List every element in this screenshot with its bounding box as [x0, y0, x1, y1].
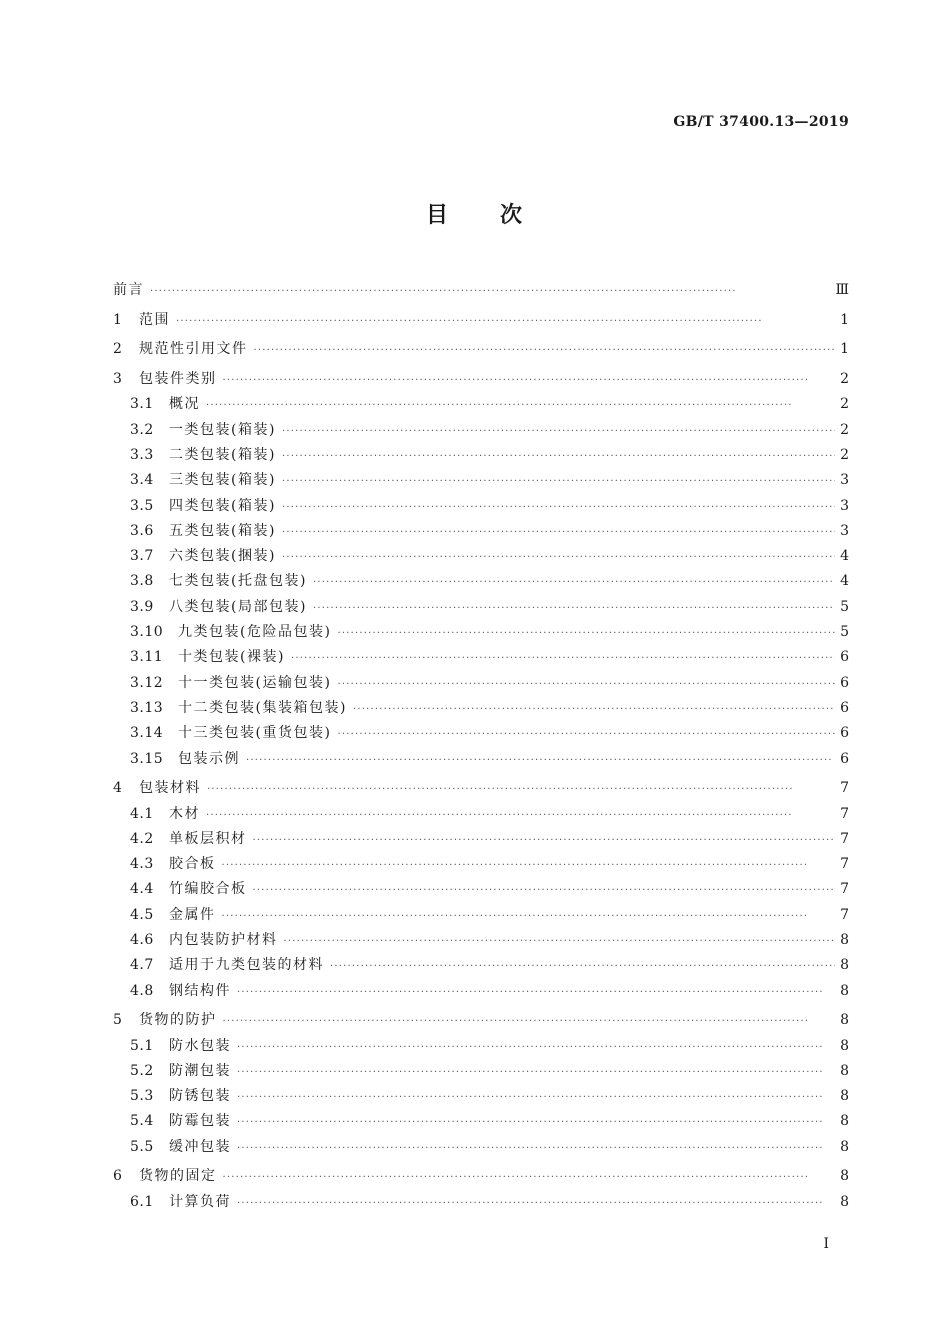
toc-dot-leader [222, 904, 836, 929]
toc-entry-label: 缓冲包装 [169, 1138, 231, 1155]
toc-entry[interactable] [113, 1190, 849, 1215]
toc-entry-label: 前言 [113, 282, 144, 298]
toc-entry-number: 1 [113, 311, 123, 328]
toc-entry-page: 8 [840, 931, 849, 948]
toc-entry[interactable] [113, 337, 849, 362]
toc-entry-label: 木材 [169, 805, 200, 822]
toc-entry[interactable] [113, 721, 849, 746]
toc-entry-page: 6 [840, 699, 849, 716]
toc-entry-page: 1 [840, 341, 849, 358]
toc-entry[interactable] [113, 519, 849, 544]
toc-entry[interactable] [113, 953, 849, 978]
toc-entry[interactable] [113, 494, 849, 519]
toc-entry-number: 5.5 [130, 1138, 154, 1155]
table-of-contents [113, 278, 849, 1215]
toc-dot-leader [206, 393, 835, 418]
toc-dot-leader [284, 929, 836, 954]
toc-entry-number: 3.13 [130, 699, 164, 716]
toc-entry[interactable] [113, 367, 849, 392]
toc-entry-number: 3.11 [130, 649, 164, 666]
toc-entry-label: 防霉包装 [169, 1113, 231, 1130]
toc-entry-number: 4.6 [130, 931, 154, 948]
toc-entry-label: 十一类包装(运输包装) [178, 674, 332, 691]
toc-entry-number: 4.5 [130, 906, 154, 923]
toc-entry[interactable] [113, 278, 849, 303]
toc-entry[interactable] [113, 569, 849, 594]
toc-dot-leader [237, 980, 835, 1005]
toc-entry-label: 五类包装(箱装) [169, 522, 276, 539]
toc-entry-number: 3.14 [130, 725, 164, 742]
toc-entry-number: 4.3 [130, 856, 154, 873]
title-char-1: 目 [425, 202, 450, 228]
toc-entry-page: 8 [840, 1088, 849, 1105]
toc-entry-label: 六类包装(捆装) [169, 548, 276, 565]
toc-dot-leader [313, 570, 835, 595]
toc-entry[interactable] [113, 620, 849, 645]
toc-entry-number: 4.7 [130, 957, 154, 974]
toc-entry-page: 8 [840, 1193, 849, 1210]
toc-entry-page: 2 [840, 371, 849, 388]
toc-entry-page: 3 [840, 497, 849, 514]
toc-dot-leader [176, 309, 835, 334]
toc-entry[interactable] [113, 1084, 849, 1109]
toc-entry-label: 规范性引用文件 [139, 341, 248, 358]
toc-entry-page: Ⅲ [835, 282, 849, 298]
toc-entry-label: 八类包装(局部包装) [169, 598, 307, 615]
toc-dot-leader [282, 444, 835, 469]
toc-entry-page: 8 [840, 1062, 849, 1079]
toc-entry-label: 钢结构件 [169, 982, 231, 999]
toc-entry-page: 2 [840, 396, 849, 413]
toc-entry[interactable] [113, 802, 849, 827]
toc-dot-leader [282, 520, 835, 545]
toc-entry-page: 1 [840, 311, 849, 328]
toc-entry-label: 十三类包装(重货包装) [178, 725, 332, 742]
toc-entry-number: 3.7 [130, 548, 154, 565]
toc-entry-page: 2 [840, 446, 849, 463]
toc-entry-label: 计算负荷 [169, 1193, 231, 1210]
toc-entry[interactable] [113, 696, 849, 721]
toc-entry-page: 8 [840, 1113, 849, 1130]
toc-entry-number: 3.4 [130, 472, 154, 489]
toc-entry-page: 7 [840, 856, 849, 873]
toc-dot-leader [254, 338, 836, 363]
toc-entry-page: 6 [840, 725, 849, 742]
toc-entry-label: 单板层积材 [169, 830, 247, 847]
toc-entry-page: 8 [840, 1012, 849, 1029]
toc-entry[interactable] [113, 671, 849, 696]
toc-entry-page: 8 [840, 1138, 849, 1155]
toc-entry-label: 竹编胶合板 [169, 881, 247, 898]
toc-entry-number: 4.8 [130, 982, 154, 999]
toc-dot-leader [222, 853, 836, 878]
toc-entry-number: 3.5 [130, 497, 154, 514]
toc-entry-label: 二类包装(箱装) [169, 446, 276, 463]
toc-entry[interactable] [113, 308, 849, 333]
toc-entry-number: 2 [113, 341, 123, 358]
toc-entry-number: 4 [113, 780, 123, 797]
standard-code: GB/T 37400.13—2019 [673, 114, 849, 130]
toc-dot-leader [150, 279, 831, 304]
toc-entry-number: 3.12 [130, 674, 164, 691]
toc-entry-page: 8 [840, 1037, 849, 1054]
toc-dot-leader [282, 419, 835, 444]
toc-dot-leader [206, 803, 835, 828]
toc-entry[interactable] [113, 443, 849, 468]
toc-dot-leader [337, 672, 835, 697]
toc-entry-page: 7 [840, 906, 849, 923]
toc-entry-label: 九类包装(危险品包装) [178, 624, 332, 641]
toc-entry-number: 6 [113, 1168, 123, 1185]
toc-entry-label: 范围 [139, 311, 170, 328]
toc-dot-leader [207, 777, 835, 802]
toc-entry-page: 6 [840, 750, 849, 767]
toc-dot-leader [237, 1191, 835, 1216]
toc-entry-number: 3.9 [130, 598, 154, 615]
toc-entry-page: 2 [840, 421, 849, 438]
toc-entry[interactable] [113, 645, 849, 670]
toc-entry-label: 概况 [169, 396, 200, 413]
toc-entry[interactable] [113, 1008, 849, 1033]
toc-entry[interactable] [113, 544, 849, 569]
toc-entry[interactable] [113, 877, 849, 902]
toc-entry[interactable] [113, 1164, 849, 1189]
toc-entry-number: 5.1 [130, 1037, 154, 1054]
toc-dot-leader [337, 621, 835, 646]
toc-entry-page: 7 [840, 830, 849, 847]
toc-dot-leader [223, 368, 836, 393]
toc-entry-number: 4.4 [130, 881, 154, 898]
toc-entry-number: 3.3 [130, 446, 154, 463]
toc-entry-number: 5.2 [130, 1062, 154, 1079]
toc-entry-page: 3 [840, 472, 849, 489]
toc-dot-leader [330, 954, 835, 979]
page-title [0, 198, 950, 229]
toc-entry-number: 3.6 [130, 522, 154, 539]
toc-entry-number: 6.1 [130, 1193, 154, 1210]
toc-entry-label: 七类包装(托盘包装) [169, 573, 307, 590]
toc-entry-page: 8 [840, 982, 849, 999]
toc-entry-number: 5.3 [130, 1088, 154, 1105]
toc-entry-label: 货物的防护 [139, 1012, 217, 1029]
toc-entry-page: 4 [840, 548, 849, 565]
toc-entry-page: 7 [840, 780, 849, 797]
toc-entry-page: 7 [840, 881, 849, 898]
toc-entry[interactable] [113, 776, 849, 801]
toc-dot-leader [223, 1009, 836, 1034]
toc-entry-label: 适用于九类包装的材料 [169, 957, 324, 974]
toc-entry[interactable] [113, 827, 849, 852]
toc-entry[interactable] [113, 747, 849, 772]
toc-entry-label: 包装件类别 [139, 371, 217, 388]
toc-dot-leader [237, 1136, 835, 1161]
toc-entry-label: 胶合板 [169, 856, 216, 873]
toc-dot-leader [282, 495, 835, 520]
toc-entry-number: 3 [113, 371, 123, 388]
toc-entry[interactable] [113, 418, 849, 443]
toc-entry[interactable] [113, 392, 849, 417]
toc-entry-page: 6 [840, 649, 849, 666]
toc-dot-leader [246, 748, 835, 773]
toc-dot-leader [253, 828, 836, 853]
toc-entry-label: 防水包装 [169, 1037, 231, 1054]
toc-entry[interactable] [113, 928, 849, 953]
toc-dot-leader [237, 1085, 835, 1110]
toc-entry-page: 4 [840, 573, 849, 590]
toc-entry-number: 3.10 [130, 624, 164, 641]
toc-entry-label: 十类包装(裸装) [178, 649, 285, 666]
toc-dot-leader [282, 469, 835, 494]
toc-entry-label: 包装材料 [139, 780, 201, 797]
toc-entry-page: 5 [840, 598, 849, 615]
toc-entry-number: 3.8 [130, 573, 154, 590]
toc-dot-leader [237, 1060, 835, 1085]
toc-dot-leader [337, 722, 835, 747]
toc-entry-label: 一类包装(箱装) [169, 421, 276, 438]
toc-entry[interactable] [113, 1034, 849, 1059]
toc-dot-leader [353, 697, 835, 722]
toc-entry-page: 6 [840, 674, 849, 691]
toc-entry-label: 十二类包装(集装箱包装) [178, 699, 347, 716]
toc-entry-label: 防潮包装 [169, 1062, 231, 1079]
toc-entry-page: 5 [840, 624, 849, 641]
toc-entry[interactable] [113, 979, 849, 1004]
toc-entry[interactable] [113, 852, 849, 877]
toc-entry-label: 金属件 [169, 906, 216, 923]
toc-entry[interactable] [113, 595, 849, 620]
toc-dot-leader [282, 545, 835, 570]
page-number: I [823, 1236, 829, 1252]
toc-entry-number: 4.2 [130, 830, 154, 847]
toc-dot-leader [237, 1035, 835, 1060]
toc-entry[interactable] [113, 903, 849, 928]
toc-entry-number: 5 [113, 1012, 123, 1029]
title-char-2: 次 [500, 202, 525, 228]
toc-dot-leader [237, 1110, 835, 1135]
toc-entry[interactable] [113, 1109, 849, 1134]
toc-entry-label: 货物的固定 [139, 1168, 217, 1185]
toc-entry-page: 8 [840, 957, 849, 974]
toc-entry-number: 5.4 [130, 1113, 154, 1130]
toc-entry-label: 包装示例 [178, 750, 240, 767]
toc-entry-label: 四类包装(箱装) [169, 497, 276, 514]
toc-dot-leader [313, 596, 835, 621]
toc-entry-page: 7 [840, 805, 849, 822]
toc-entry-number: 3.2 [130, 421, 154, 438]
toc-dot-leader [291, 646, 835, 671]
toc-entry-page: 3 [840, 522, 849, 539]
toc-entry-number: 4.1 [130, 805, 154, 822]
toc-entry-label: 三类包装(箱装) [169, 472, 276, 489]
toc-entry-page: 8 [840, 1168, 849, 1185]
toc-entry-number: 3.1 [130, 396, 154, 413]
toc-entry[interactable] [113, 1059, 849, 1084]
toc-dot-leader [223, 1165, 836, 1190]
toc-entry-label: 防锈包装 [169, 1088, 231, 1105]
toc-entry-label: 内包装防护材料 [169, 931, 278, 948]
toc-entry[interactable] [113, 468, 849, 493]
toc-dot-leader [253, 878, 836, 903]
toc-entry-number: 3.15 [130, 750, 164, 767]
toc-entry[interactable] [113, 1135, 849, 1160]
